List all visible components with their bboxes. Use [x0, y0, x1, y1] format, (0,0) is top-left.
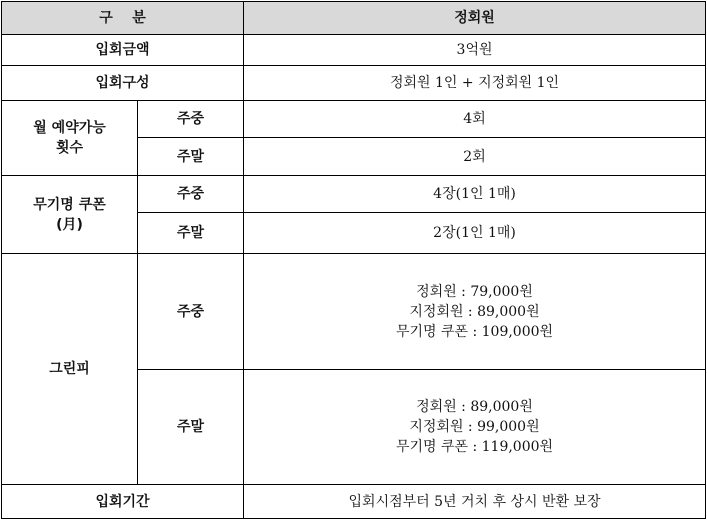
reservations-weekday-label: 주중	[138, 101, 244, 138]
fee-value: 3억원	[244, 35, 706, 66]
coupons-weekday-label: 주중	[138, 176, 244, 213]
period-label: 입회기간	[2, 485, 244, 519]
green-fee-weekend-coupon: 무기명 쿠폰 : 119,000원	[395, 439, 554, 455]
reservations-label-line2: 횟수	[55, 140, 84, 156]
fee-row	[2, 35, 706, 66]
coupons-label-line2: (月)	[56, 216, 83, 233]
member-type-header: 정회원	[244, 2, 706, 35]
membership-table	[1, 1, 706, 519]
reservations-weekend-label: 주말	[138, 138, 244, 176]
green-fee-weekday-label: 주중	[138, 254, 244, 370]
category-header: 구 분	[2, 2, 244, 35]
reservations-label	[2, 101, 138, 176]
green-fee-label: 그린피	[2, 254, 138, 485]
green-fee-weekday-coupon: 무기명 쿠폰 : 109,000원	[395, 323, 554, 340]
period-row	[2, 485, 706, 519]
coupons-weekend-value: 2장(1인 1매)	[244, 213, 706, 254]
green-fee-weekend-designated: 지정회원 : 99,000원	[409, 419, 540, 435]
composition-label: 입회구성	[2, 66, 244, 101]
composition-value: 정회원 1인 + 지정회원 1인	[244, 66, 706, 101]
coupons-label-line1: 무기명 쿠폰	[33, 196, 106, 213]
fee-label: 입회금액	[2, 35, 244, 66]
period-value: 입회시점부터 5년 거치 후 상시 반환 보장	[244, 485, 706, 519]
green-fee-weekend-values	[244, 370, 706, 485]
green-fee-weekend-regular: 정회원 : 89,000원	[416, 399, 533, 415]
coupons-weekday-row	[2, 176, 706, 213]
coupons-weekend-label: 주말	[138, 213, 244, 254]
reservations-weekday-row	[2, 101, 706, 138]
reservations-weekday-value: 4회	[244, 101, 706, 138]
green-fee-weekday-values	[244, 254, 706, 370]
green-fee-weekend-label: 주말	[138, 370, 244, 485]
green-fee-weekday-row	[2, 254, 706, 370]
coupons-weekday-value: 4장(1인 1매)	[244, 176, 706, 213]
composition-row	[2, 66, 706, 101]
green-fee-weekday-designated: 지정회원 : 89,000원	[409, 303, 540, 320]
table-header-row	[2, 2, 706, 35]
coupons-label	[2, 176, 138, 254]
reservations-weekend-value: 2회	[244, 138, 706, 176]
reservations-label-line1: 월 예약가능	[33, 120, 106, 136]
green-fee-weekday-regular: 정회원 : 79,000원	[416, 283, 533, 300]
